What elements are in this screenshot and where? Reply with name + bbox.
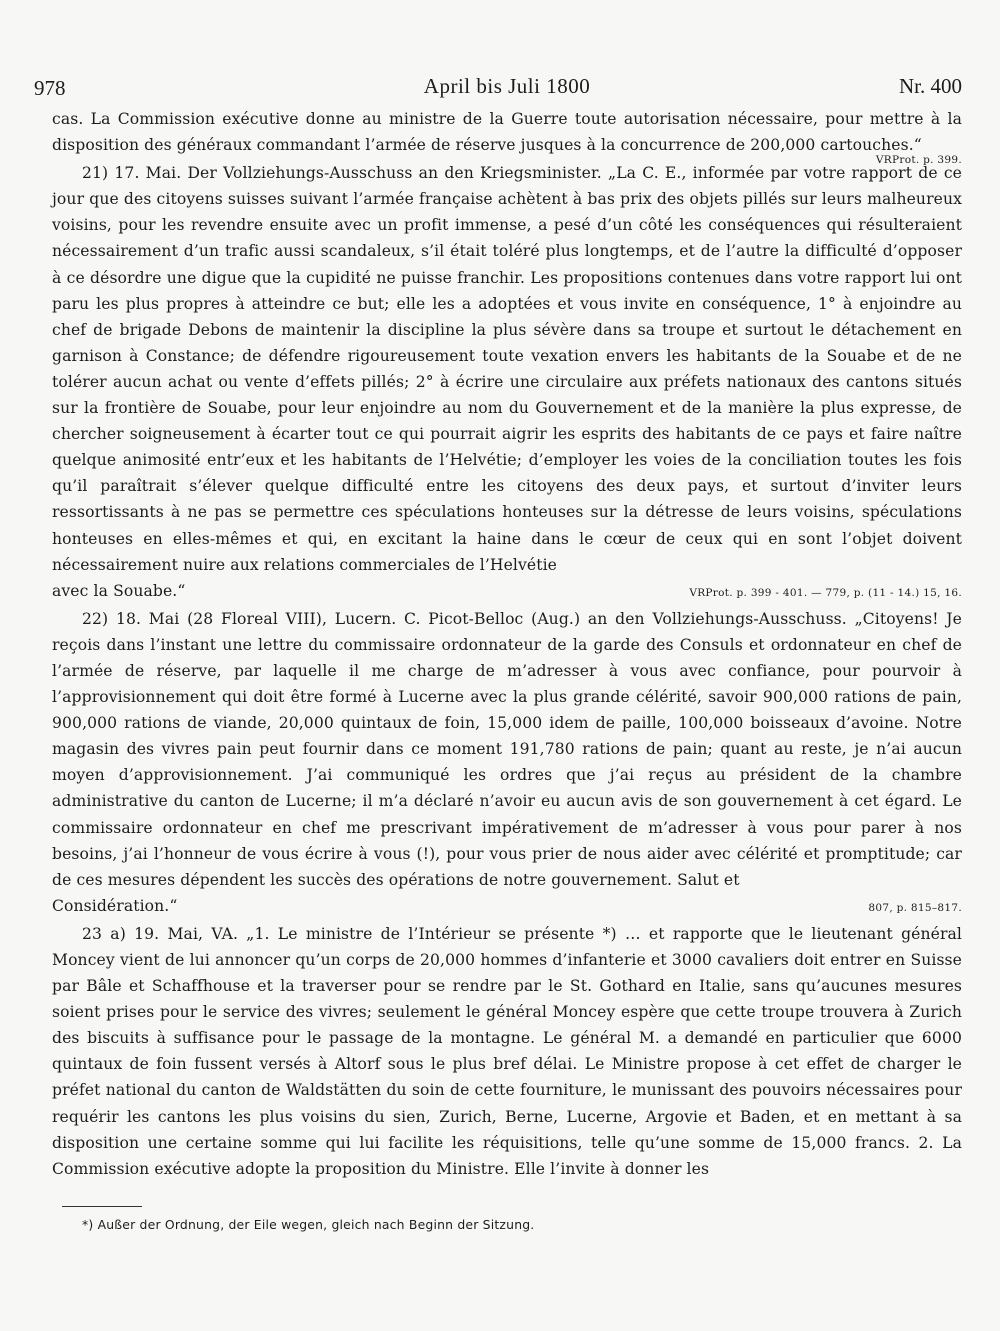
body-text: [52, 106, 962, 1182]
document-number: Nr. 400: [899, 74, 962, 98]
paragraph-22-closing: [52, 893, 962, 921]
paragraph-closing-text: avec la Souabe.“: [52, 581, 186, 600]
paragraph-text: 22) 18. Mai (28 Floreal VIII), Lucern. C. Picot-Belloc (Aug.) an den Vollziehungs-Ausschuss. „Citoyens! Je reçois dans l’instant une lettre du commissaire ordonnateur de la garde des Consuls et ordonnateur en chef de l’armée de réserve, par laquelle il me charge de m’adresser à vous avec confiance, pour pourvoir à l’approvisionnement qui doit être formé à Lucerne avec la plus grande célérité, savoir 900,000 rations de pain, 900,000 rations de viande, 20,000 quintaux de foin, 15,000 idem de paille, 100,000 boisseaux d’avoine. Notre magasin des vivres pain peut fournir dans ce moment 191,780 rations de pain; quant au reste, je n’ai aucun moyen d’approvisionnement. J’ai communiqué les ordres que j’ai reçus au président de la chambre administrative du canton de Lucerne; il m’a déclaré n’avoir eu aucun avis de son gouvernement à cet égard. Le commissaire ordonnateur en chef me prescrivant impérativement de m’adresser à vous pour parer à nos besoins, j’ai l’honneur de vous écrire à vous (!), pour vous prier de nous aider avec célérité et promptitude; car de ces mesures dépendent les succès des opérations de notre gouvernement. Salut et: [52, 609, 962, 889]
page-header: [34, 70, 962, 106]
paragraph-text: 21) 17. Mai. Der Vollziehungs-Ausschuss an den Kriegsminister. „La C. E., informée par votre rapport de ce jour que des citoyens suisses suivant l’armée française achètent à bas prix des objets pillés sur leurs malheureux voisins, pour les revendre ensuite avec un profit immense, a pesé d’un côté les conséquences qui résulteraient nécessairement d’un trafic aussi scandaleux, s’il était toléré plus longtemps, et de l’autre la difficulté d’opposer à ce désordre une digue que la cupidité ne puisse franchir. Les propositions contenues dans votre rapport lui ont paru les plus propres à atteindre ce but; elle les a adoptées et vous invite en conséquence, 1° à enjoindre au chef de brigade Debons de maintenir la discipline la plus sévère dans sa troupe et surtout le détachement en garnison à Constance; de défendre rigoureusement toute vexation envers les habitants de la Souabe et de ne tolérer aucun achat ou vente d’effets pillés; 2° à écrire une circulaire aux préfets nationaux des cantons situés sur la frontière de Souabe, pour leur enjoindre au nom du Gouvernement et de la manière la plus expresse, de chercher soigneusement à écarter tout ce qui pourrait aigrir les esprits des habitants de ce pays et faire naître quelque animosité entr’eux et les habitants de l’Helvétie; d’employer les voies de la conciliation toutes les fois qu’il paraîtrait s’élever quelque difficulté entre les citoyens des deux pays, et surtout d’inviter leurs ressortissants à ne pas se permettre ces spéculations honteuses sur la détresse de leurs voisins, spéculations honteuses en elles-mêmes et qui, en excitant la haine dans le cœur de ceux qui en sont l’objet doivent nécessairement nuire aux relations commerciales de l’Helvétie: [52, 164, 962, 574]
paragraph-text: 23 a) 19. Mai, VA. „1. Le ministre de l’Intérieur se présente *) … et rapporte que le lieutenant général Moncey vient de lui annoncer qu’un corps de 20,000 hommes d’infanterie et 3000 cavaliers doit entrer en Suisse par Bâle et Schaffhouse et la traverser pour se rendre par le St. Gothard en Italie, sans qu’aucunes mesures soient prises pour le service des vivres; seulement le général Moncey espère que cette troupe trouvera à Zurich des biscuits à suffisance pour le passage de la montagne. Le général M. a demandé en particulier que 6000 quintaux de foin fussent versés à Altorf sous le plus bref délai. Le Ministre propose à cet effet de charger le préfet national du canton de Waldstätten du soin de cette fourniture, le munissant des pouvoirs nécessaires pour requérir les cantons les plus voisins du sien, Zurich, Berne, Lucerne, Argovie et Baden, et en mettant à sa disposition une certaine somme qui lui facilite les réquisitions, telle qu’une somme de 15,000 francs. 2. La Commission exécutive adopte la proposition du Ministre. Elle l’invite à donner les: [52, 924, 962, 1178]
running-title: April bis Juli 1800: [423, 74, 591, 98]
page-number: 978: [34, 76, 66, 100]
paragraph-continuation: [52, 106, 962, 158]
citation: 807, p. 815–817.: [868, 901, 962, 914]
citation: VRProt. p. 399.: [875, 154, 962, 167]
paragraph-23a: [52, 921, 962, 1182]
footnote: *) Außer der Ordnung, der Eile wegen, gleich nach Beginn der Sitzung.: [82, 1216, 535, 1232]
paragraph-closing-text: Considération.“: [52, 896, 178, 915]
paragraph-21: [52, 160, 962, 578]
paragraph-22: [52, 606, 962, 893]
footnote-divider: [62, 1206, 142, 1207]
paragraph-21-closing: [52, 578, 962, 606]
citation: VRProt. p. 399 - 401. — 779, p. (11 - 14.) 15, 16.: [689, 586, 962, 599]
paragraph-text: cas. La Commission exécutive donne au ministre de la Guerre toute autorisation nécessaire, pour mettre à la disposition des généraux commandant l’armée de réserve jusques à la concurrence de 200,000 cartouches.“: [52, 110, 962, 155]
